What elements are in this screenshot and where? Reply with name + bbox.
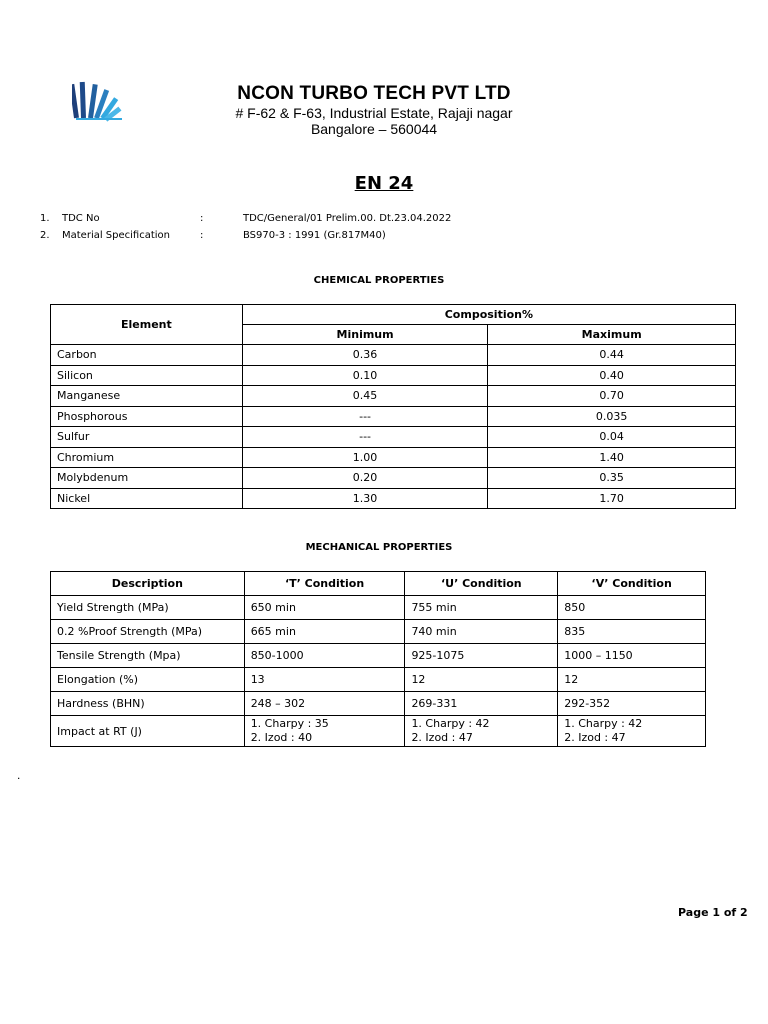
table-row (51, 620, 706, 644)
description-cell: Elongation (%) (51, 668, 245, 692)
t-condition-cell: 248 – 302 (244, 692, 405, 716)
table-row (51, 716, 706, 747)
column-header-v-condition: ‘V’ Condition (558, 572, 706, 596)
column-header-description: Description (51, 572, 245, 596)
maximum-cell: 0.44 (488, 345, 736, 366)
info-number: 2. (40, 230, 50, 241)
mechanical-properties-heading: MECHANICAL PROPERTIES (305, 542, 453, 553)
maximum-cell: 1.40 (488, 447, 736, 468)
column-header-u-condition: ‘U’ Condition (405, 572, 558, 596)
column-header-minimum: Minimum (242, 325, 488, 345)
table-row (51, 692, 706, 716)
table-row (51, 365, 736, 386)
v-condition-cell: 835 (558, 620, 706, 644)
minimum-cell: 0.20 (242, 468, 488, 489)
izod-value: 2. Izod : 47 (411, 731, 473, 744)
minimum-cell: 0.45 (242, 386, 488, 407)
info-colon: : (200, 230, 204, 241)
element-cell: Manganese (51, 386, 243, 407)
table-row (51, 644, 706, 668)
company-address-line2: Bangalore – 560044 (310, 121, 438, 137)
t-condition-cell: 850-1000 (244, 644, 405, 668)
table-row (51, 386, 736, 407)
document-title: EN 24 (354, 173, 414, 194)
column-header-maximum: Maximum (488, 325, 736, 345)
chemical-properties-heading: CHEMICAL PROPERTIES (313, 275, 445, 286)
charpy-value: 1. Charpy : 42 (564, 717, 643, 730)
v-condition-cell: 1000 – 1150 (558, 644, 706, 668)
u-condition-cell: 925-1075 (405, 644, 558, 668)
minimum-cell: --- (242, 406, 488, 427)
izod-value: 2. Izod : 47 (564, 731, 626, 744)
info-colon: : (200, 213, 204, 224)
element-cell: Nickel (51, 488, 243, 509)
charpy-value: 1. Charpy : 35 (250, 717, 329, 730)
table-row (51, 447, 736, 468)
t-condition-cell (244, 716, 405, 747)
maximum-cell: 0.40 (488, 365, 736, 386)
info-label: Material Specification (62, 230, 171, 241)
column-header-composition: Composition% (242, 305, 735, 325)
v-condition-cell (558, 716, 706, 747)
u-condition-cell: 12 (405, 668, 558, 692)
description-cell: Yield Strength (MPa) (51, 596, 245, 620)
mechanical-properties-table (50, 571, 706, 747)
t-condition-cell: 650 min (244, 596, 405, 620)
table-row (51, 668, 706, 692)
page-number: Page 1 of 2 (678, 906, 748, 919)
company-address-line1: # F-62 & F-63, Industrial Estate, Rajaji nagar (235, 105, 513, 121)
minimum-cell: --- (242, 427, 488, 448)
minimum-cell: 1.30 (242, 488, 488, 509)
column-header-element: Element (51, 305, 243, 345)
table-row (51, 427, 736, 448)
element-cell: Silicon (51, 365, 243, 386)
u-condition-cell: 740 min (405, 620, 558, 644)
element-cell: Molybdenum (51, 468, 243, 489)
table-row (51, 406, 736, 427)
table-row (51, 345, 736, 366)
description-cell: Tensile Strength (Mpa) (51, 644, 245, 668)
maximum-cell: 0.04 (488, 427, 736, 448)
table-row (51, 468, 736, 489)
element-cell: Phosphorous (51, 406, 243, 427)
t-condition-cell: 13 (244, 668, 405, 692)
description-cell: Hardness (BHN) (51, 692, 245, 716)
info-value: BS970-3 : 1991 (Gr.817M40) (243, 230, 386, 241)
v-condition-cell: 12 (558, 668, 706, 692)
maximum-cell: 0.035 (488, 406, 736, 427)
u-condition-cell (405, 716, 558, 747)
minimum-cell: 1.00 (242, 447, 488, 468)
info-label: TDC No (62, 213, 100, 224)
u-condition-cell: 269-331 (405, 692, 558, 716)
element-cell: Chromium (51, 447, 243, 468)
charpy-value: 1. Charpy : 42 (411, 717, 490, 730)
izod-value: 2. Izod : 40 (250, 731, 313, 744)
element-cell: Carbon (51, 345, 243, 366)
chemical-properties-table (50, 304, 736, 509)
stray-mark: . (17, 768, 21, 782)
company-name: NCON TURBO TECH PVT LTD (237, 83, 511, 104)
company-header (0, 83, 768, 137)
info-number: 1. (40, 213, 50, 224)
minimum-cell: 0.10 (242, 365, 488, 386)
u-condition-cell: 755 min (405, 596, 558, 620)
description-cell: 0.2 %Proof Strength (MPa) (51, 620, 245, 644)
table-row (51, 488, 736, 509)
maximum-cell: 1.70 (488, 488, 736, 509)
v-condition-cell: 850 (558, 596, 706, 620)
column-header-t-condition: ‘T’ Condition (244, 572, 405, 596)
table-row (51, 596, 706, 620)
minimum-cell: 0.36 (242, 345, 488, 366)
description-cell: Impact at RT (J) (51, 716, 245, 747)
t-condition-cell: 665 min (244, 620, 405, 644)
maximum-cell: 0.70 (488, 386, 736, 407)
v-condition-cell: 292-352 (558, 692, 706, 716)
maximum-cell: 0.35 (488, 468, 736, 489)
element-cell: Sulfur (51, 427, 243, 448)
info-value: TDC/General/01 Prelim.00. Dt.23.04.2022 (243, 213, 452, 224)
